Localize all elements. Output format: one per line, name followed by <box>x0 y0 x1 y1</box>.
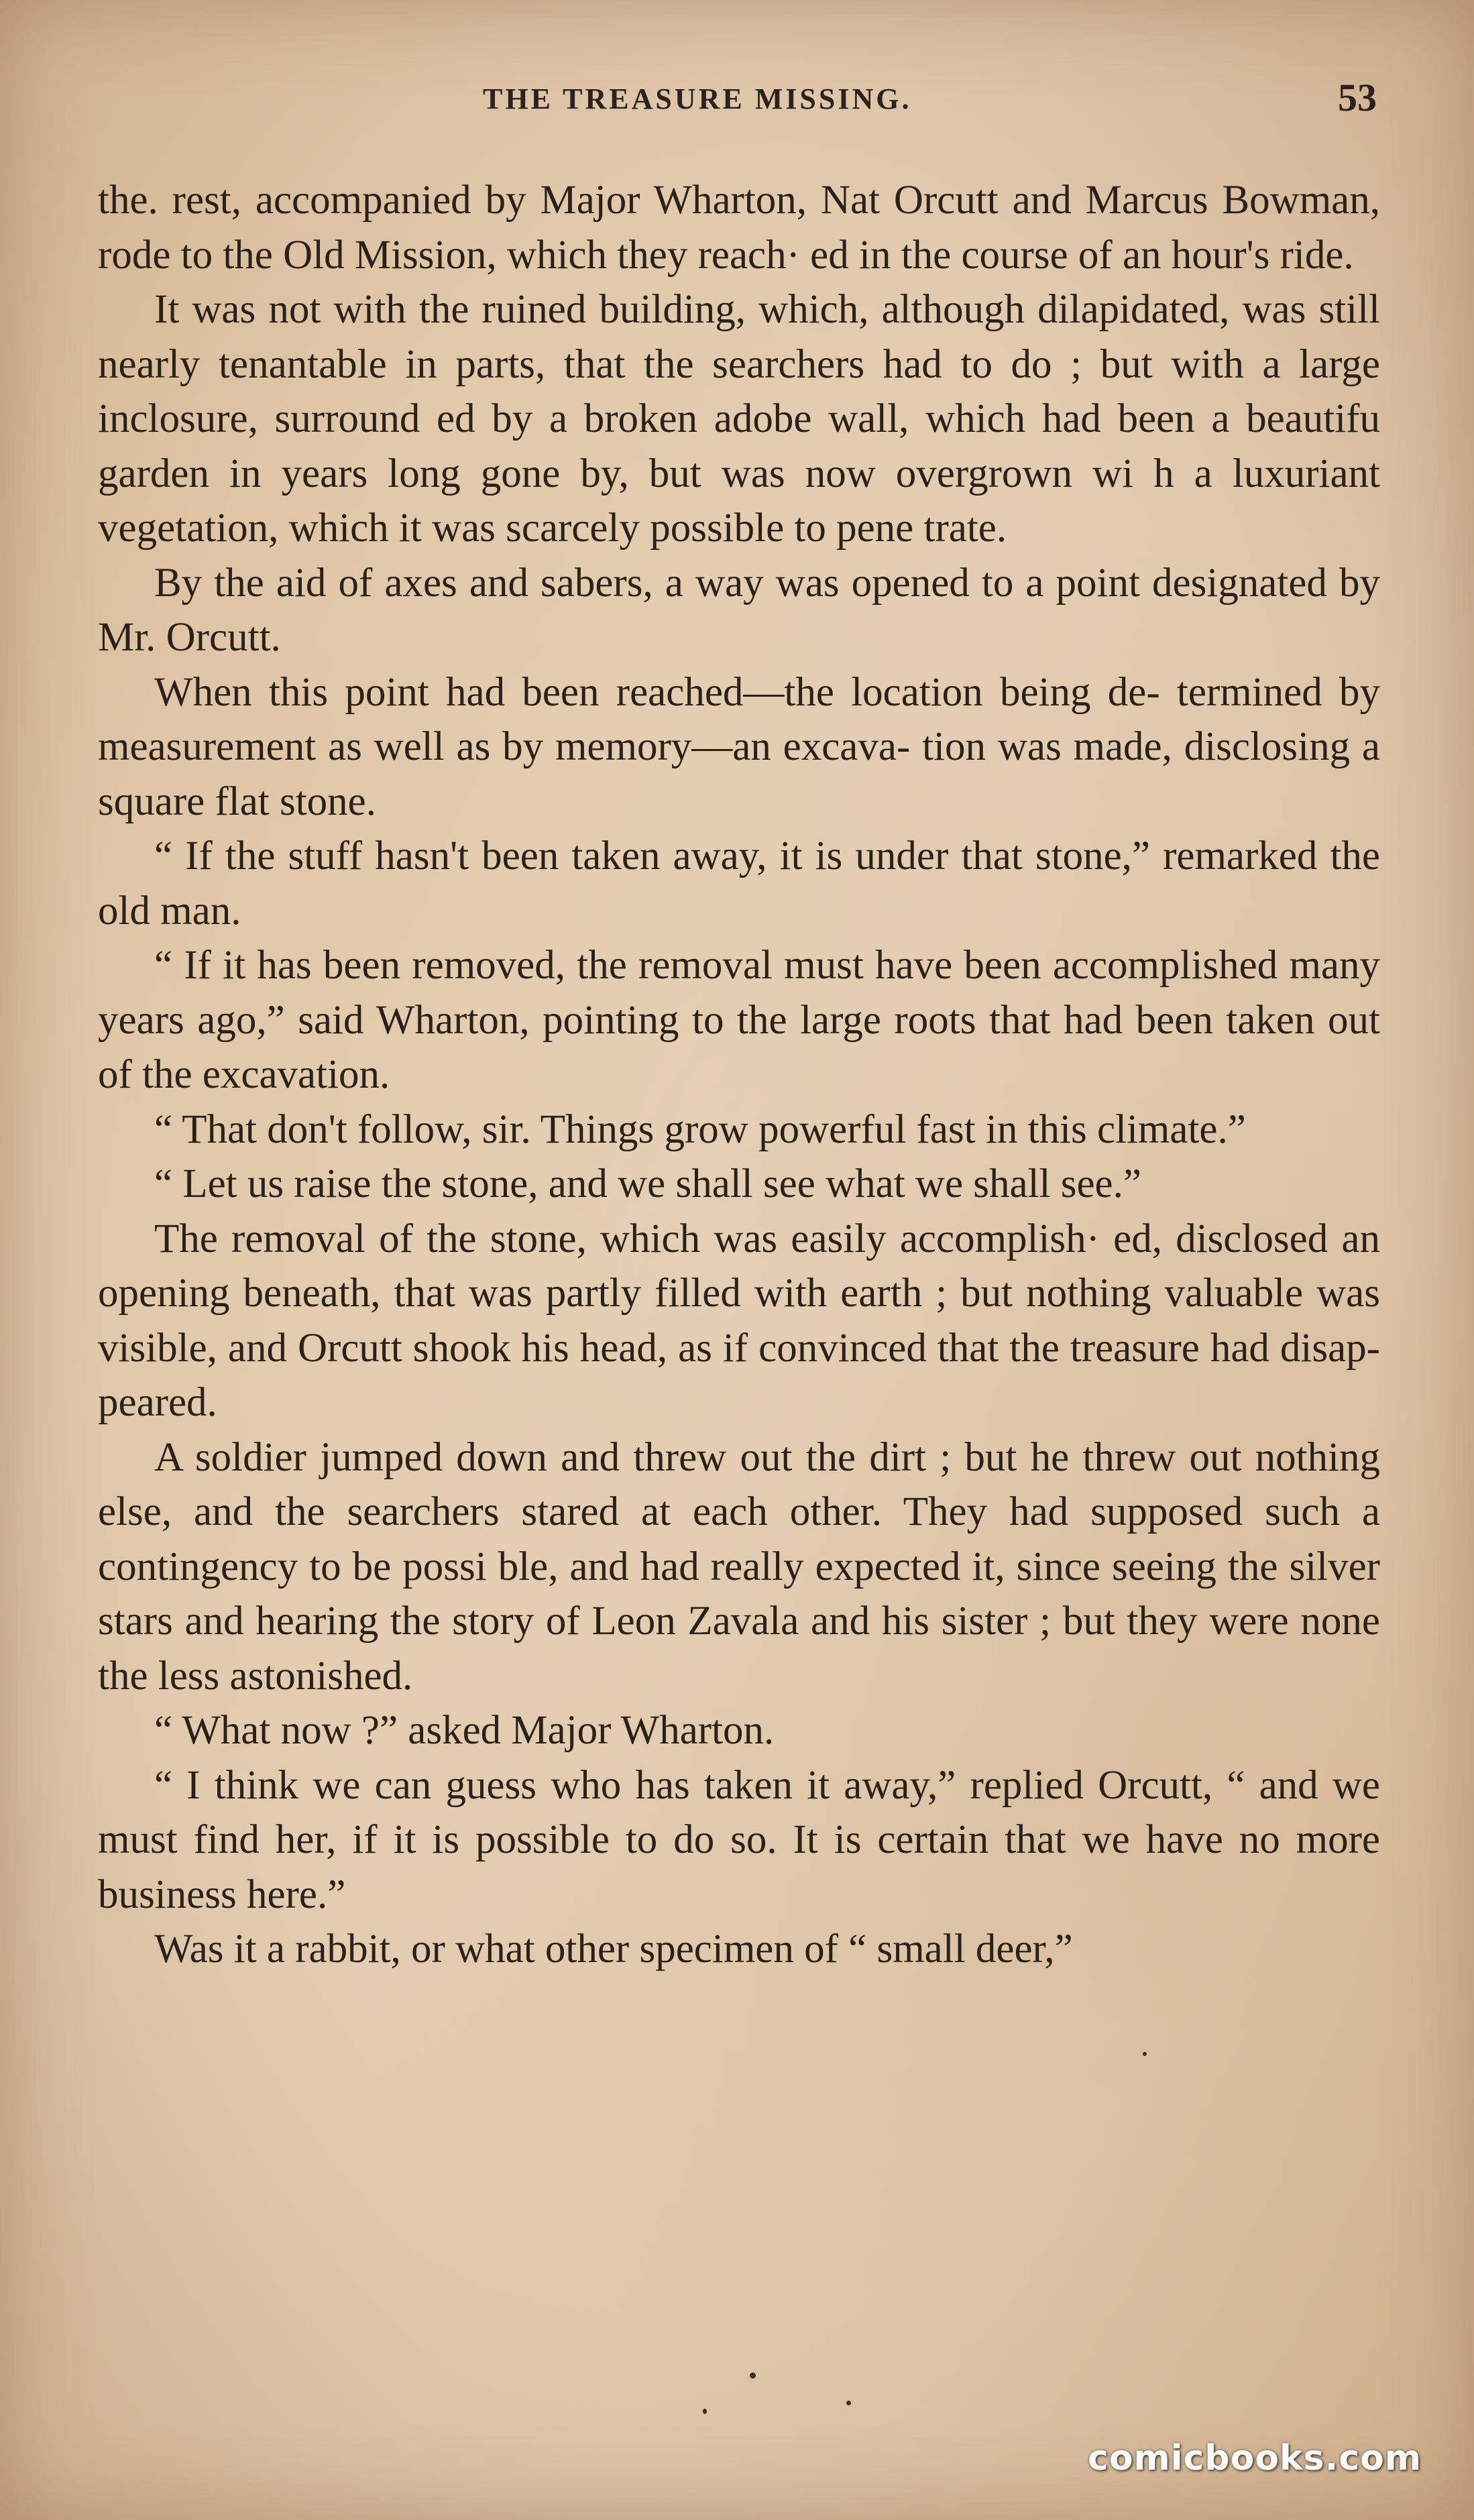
paragraph: A soldier jumped down and threw out the dirt ; but he threw out nothing else, and the searchers stared at each other. They had supposed such a contingency to be possi ble, and had really expected it, since seeing the silver stars and hearing the story of Leon Zavala and his sister ; but they were none the less astonished. <box>98 1434 1380 1699</box>
paragraph: “ Let us raise the stone, and we shall see what we shall see.” <box>154 1161 1141 1206</box>
watermark: comicbooks.com <box>1088 2438 1422 2478</box>
paragraph: “ What now ?” asked Major Wharton. <box>154 1708 775 1753</box>
body-text <box>98 173 1380 1977</box>
paragraph: By the aid of axes and sabers, a way was opened to a point designated by Mr. Orcutt. <box>98 560 1380 660</box>
running-head: THE TREASURE MISSING. <box>483 82 912 115</box>
paragraph: “ If the stuff hasn't been taken away, it is under that stone,” remarked the old man. <box>98 834 1380 933</box>
paragraph: Was it a rabbit, or what other specimen of “ small deer,” <box>154 1927 1073 1971</box>
paragraph: The removal of the stone, which was easily accomplish· ed, disclosed an opening beneath, that was partly filled with earth ; but nothing valuable was visible, and Orcutt shook his head, as if convinced that the treasure had disap- peared. <box>98 1216 1380 1425</box>
paragraph: When this point had been reached—the location being de- termined by measurement as well as by memory—an excava- tion was made, disclosing a square flat stone. <box>98 669 1380 824</box>
paragraph: “ I think we can guess who has taken it away,” replied Orcutt, “ and we must find her, if it is possible to do so. It is certain that we have no more business here.” <box>98 1762 1380 1917</box>
ink-speck <box>846 2401 851 2405</box>
ink-speck <box>750 2372 756 2379</box>
ink-speck <box>703 2409 707 2414</box>
paragraph: It was not with the ruined building, which, although dilapidated, was still nearly tenantable in parts, that the searchers had to do ; but with a large inclosure, surround ed by a broken adobe wall, which had been a beautifu garden in years long gone by, but was now overgrown wi h a luxuriant vegetation, which it was scarcely possible to pene trate. <box>98 287 1380 551</box>
paragraph: “ That don't follow, sir. Things grow powerful fast in this climate.” <box>154 1106 1246 1152</box>
page-number: 53 <box>1338 76 1377 119</box>
paragraph: “ If it has been removed, the removal must have been accomplished many years ago,” said Wharton, pointing to the large roots that had been taken out of the excavation. <box>98 943 1380 1097</box>
ink-speck <box>1143 2052 1147 2056</box>
paragraph: the. rest, accompanied by Major Wharton, Nat Orcutt and Marcus Bowman, rode to the Old Mission, which they reach· ed in the course of an hour's ride. <box>98 178 1380 278</box>
